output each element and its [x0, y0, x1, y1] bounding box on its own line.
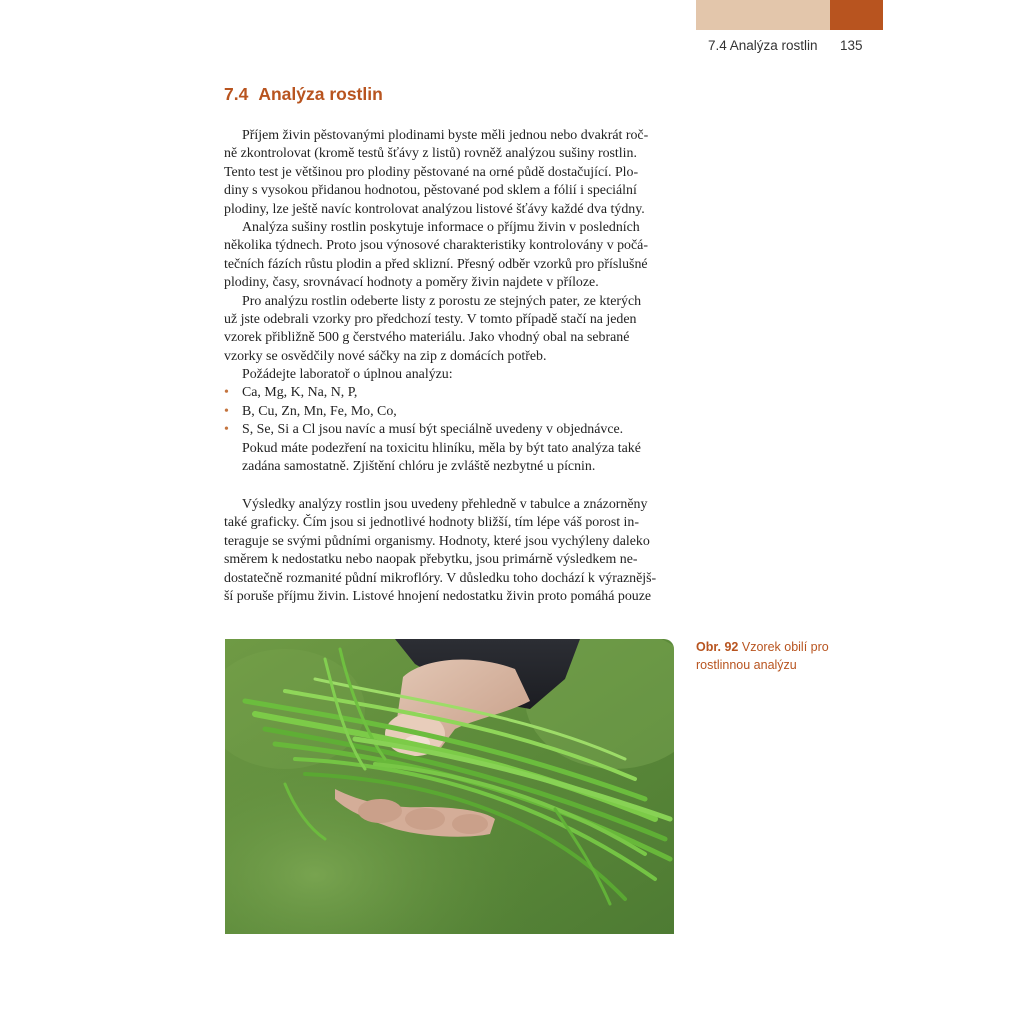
text-line-content: vzorek přibližně 500 g čerstvého materiálu. Jako vhodný obal na sebrané	[224, 330, 630, 346]
section-title	[224, 84, 383, 105]
text-line	[224, 293, 674, 311]
text-line-content: teraguje se svými půdními organismy. Hodnoty, které jsou vychýleny daleko	[224, 533, 650, 549]
text-line-content: tečních fázích růstu plodin a před sklizní. Přesný odběr vzorků pro příslušné	[224, 256, 648, 272]
text-line-content: zadána samostatně. Zjištění chlóru je zvláště nezbytné u pícnin.	[242, 459, 596, 475]
header-tab-light	[696, 0, 830, 30]
page-number: 135	[840, 38, 863, 53]
text-line-content: plodiny, časy, srovnávací hodnoty a poměry živin najdete v příloze.	[224, 275, 599, 291]
text-line-content: Požádejte laboratoř o úplnou analýzu:	[242, 367, 453, 383]
text-line-content: Výsledky analýzy rostlin jsou uvedeny přehledně v tabulce a znázorněny	[242, 497, 648, 512]
text-line	[224, 533, 674, 551]
text-line-content: ně zkontrolovat (kromě testů šťávy z listů) rovněž analýzou sušiny rostlin.	[224, 146, 637, 162]
text-line	[224, 329, 674, 347]
running-head	[696, 38, 864, 56]
bullet-dot-icon: •	[224, 403, 229, 419]
text-line	[224, 514, 674, 532]
section-title-text: Analýza rostlin	[258, 84, 383, 104]
text-line-content: několika týdnech. Proto jsou výnosové charakteristiky kontrolovány v počá-	[224, 238, 648, 254]
bullet-item	[224, 403, 674, 421]
text-line	[224, 551, 674, 569]
figure-label: Obr. 92	[696, 640, 739, 654]
bullet-item	[224, 421, 674, 439]
body-text-bottom	[224, 496, 674, 606]
text-line	[224, 348, 674, 366]
text-line	[224, 311, 674, 329]
body-text-top	[224, 127, 674, 476]
figure-caption	[696, 638, 866, 674]
figure-caption-text: Vzorek obilí pro rostlinnou analýzu	[696, 640, 829, 672]
section-number: 7.4	[224, 84, 249, 104]
text-line-content: dostatečně rozmanité půdní mikroflóry. V důsledku toho dochází k výraznějš-	[224, 570, 657, 586]
text-line	[224, 201, 674, 219]
text-line-content: ší poruše příjmu živin. Listové hnojení nedostatku živin proto pomáhá pouze	[224, 588, 652, 604]
running-head-section: 7.4 Analýza rostlin	[708, 38, 818, 53]
text-line-content: Analýza sušiny rostlin poskytuje informace o příjmu živin v posledních	[242, 219, 640, 235]
text-line-content: diny s vysokou přidanou hodnotou, pěstované pod sklem a fólií i speciální	[224, 183, 637, 199]
text-line	[224, 127, 674, 145]
text-line	[224, 219, 674, 237]
text-line	[224, 366, 674, 384]
text-line	[224, 496, 674, 514]
text-line-content: Pokud máte podezření na toxicitu hliníku, měla by být tato analýza také	[242, 440, 641, 456]
text-line-content: B, Cu, Zn, Mn, Fe, Mo, Co,	[242, 403, 397, 419]
text-line	[224, 256, 674, 274]
figure-photo	[225, 639, 674, 934]
text-line	[224, 182, 674, 200]
text-line	[224, 458, 674, 476]
text-line-content: S, Se, Si a Cl jsou navíc a musí být speciálně uvedeny v objednávce.	[242, 422, 624, 438]
text-line	[224, 145, 674, 163]
text-line-content: Příjem živin pěstovanými plodinami byste měli jednou nebo dvakrát roč-	[242, 128, 649, 143]
text-line-content: Tento test je většinou pro plodiny pěstované na orné půdě dostačující. Plo-	[224, 164, 639, 180]
text-line-content: už jste odebrali vzorky pro předchozí testy. V tomto případě stačí na jeden	[224, 311, 637, 327]
text-line	[224, 164, 674, 182]
text-line-content: vzorky se osvědčily nové sáčky na zip z domácích potřeb.	[224, 348, 547, 364]
bullet-item	[224, 384, 674, 402]
text-line-content: Pro analýzu rostlin odeberte listy z porostu ze stejných pater, ze kterých	[242, 293, 642, 309]
text-line-content: Ca, Mg, K, Na, N, P,	[242, 385, 358, 401]
text-line-content: směrem k nedostatku nebo naopak přebytku, jsou primárně výsledkem ne-	[224, 552, 638, 568]
text-line	[224, 237, 674, 255]
bullet-dot-icon: •	[224, 385, 229, 401]
text-line	[224, 588, 674, 606]
text-line	[224, 274, 674, 292]
header-tab-dark	[830, 0, 883, 30]
text-line-content: plodiny, lze ještě navíc kontrolovat analýzou listové šťávy každé dva týdny.	[224, 201, 645, 217]
grain-sample-photo	[225, 639, 674, 934]
text-line	[224, 440, 674, 458]
text-line	[224, 570, 674, 588]
bullet-dot-icon: •	[224, 422, 229, 438]
text-line-content: také graficky. Čím jsou si jednotlivé hodnoty bližší, tím lépe váš porost in-	[224, 515, 639, 531]
